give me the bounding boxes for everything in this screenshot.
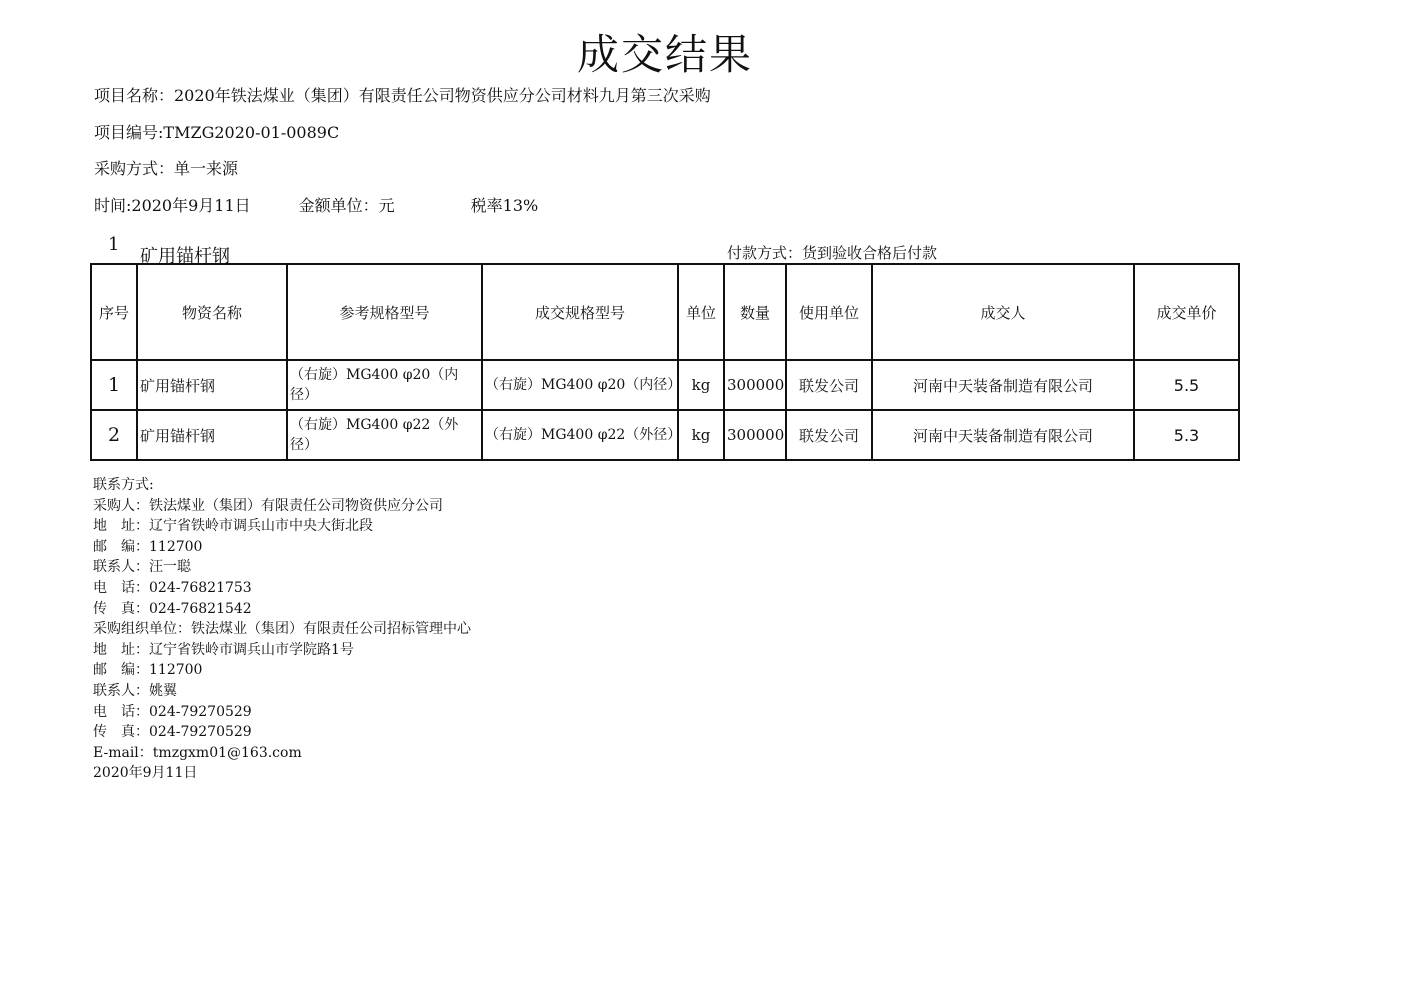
cell-supplier: 河南中天装备制造有限公司 xyxy=(872,360,1134,410)
purchaser-phone: 电 话：024-76821753 xyxy=(93,579,252,596)
cell-index: 1 xyxy=(91,360,137,410)
column-header-index: 序号 xyxy=(91,264,137,360)
cell-quantity: 300000 xyxy=(724,360,786,410)
tax-rate: 税率13% xyxy=(470,196,539,215)
purchaser-address: 地 址：辽宁省铁岭市调兵山市中央大街北段 xyxy=(93,518,373,535)
cell-user: 联发公司 xyxy=(786,360,872,410)
organizer-phone: 电 话：024-79270529 xyxy=(93,703,252,720)
document-date: 2020年9月11日 xyxy=(93,765,198,782)
project-info-line xyxy=(94,196,538,216)
purchaser: 采购人：铁法煤业（集团）有限责任公司物资供应分公司 xyxy=(93,497,443,514)
organizer: 采购组织单位：铁法煤业（集团）有限责任公司招标管理中心 xyxy=(93,621,471,638)
table-row xyxy=(91,410,1239,460)
cell-unit: kg xyxy=(678,410,724,460)
cell-user: 联发公司 xyxy=(786,410,872,460)
column-header-unit: 单位 xyxy=(678,264,724,360)
cell-deal-spec: （右旋）MG400 φ22（外径） xyxy=(482,410,678,460)
table-row xyxy=(91,360,1239,410)
column-header-deal-spec: 成交规格型号 xyxy=(482,264,678,360)
section-number: 1 xyxy=(108,234,120,255)
cell-ref-spec: （右旋）MG400 φ22（外径） xyxy=(287,410,482,460)
contact-info xyxy=(93,475,471,784)
cell-deal-spec: （右旋）MG400 φ20（内径） xyxy=(482,360,678,410)
column-header-price: 成交单价 xyxy=(1134,264,1239,360)
purchaser-postcode: 邮 编：112700 xyxy=(93,538,203,555)
section-name: 矿用锚杆钢 xyxy=(140,246,230,267)
payment-terms: 付款方式：货到验收合格后付款 xyxy=(727,244,938,262)
column-header-supplier: 成交人 xyxy=(872,264,1134,360)
cell-price: 5.5 xyxy=(1134,360,1239,410)
project-date: 时间:2020年9月11日 xyxy=(94,196,251,215)
project-code: 项目编号:TMZG2020-01-0089C xyxy=(94,123,340,142)
purchaser-fax: 传 真：024-76821542 xyxy=(93,600,252,617)
column-header-ref-spec: 参考规格型号 xyxy=(287,264,482,360)
cell-material: 矿用锚杆钢 xyxy=(137,360,287,410)
column-header-user: 使用单位 xyxy=(786,264,872,360)
procurement-method: 采购方式：单一来源 xyxy=(94,159,239,178)
cell-unit: kg xyxy=(678,360,724,410)
organizer-postcode: 邮 编：112700 xyxy=(93,662,203,679)
column-header-material: 物资名称 xyxy=(137,264,287,360)
cell-supplier: 河南中天装备制造有限公司 xyxy=(872,410,1134,460)
organizer-address: 地 址：辽宁省铁岭市调兵山市学院路1号 xyxy=(93,641,354,658)
amount-unit: 金额单位：元 xyxy=(298,196,395,215)
column-header-quantity: 数量 xyxy=(724,264,786,360)
contact-heading: 联系方式: xyxy=(93,477,154,493)
cell-material: 矿用锚杆钢 xyxy=(137,410,287,460)
cell-price: 5.3 xyxy=(1134,410,1239,460)
table-header-row xyxy=(91,264,1239,360)
email: E-mail：tmzgxm01@163.com xyxy=(93,744,302,761)
cell-quantity: 300000 xyxy=(724,410,786,460)
organizer-fax: 传 真：024-79270529 xyxy=(93,724,252,741)
cell-ref-spec: （右旋）MG400 φ20（内径） xyxy=(287,360,482,410)
page-title: 成交结果 xyxy=(576,30,753,79)
organizer-contact: 联系人：姚翼 xyxy=(93,682,177,699)
purchaser-contact: 联系人：汪一聪 xyxy=(93,559,191,576)
cell-index: 2 xyxy=(91,410,137,460)
results-table xyxy=(90,263,1240,461)
project-name: 项目名称：2020年铁法煤业（集团）有限责任公司物资供应分公司材料九月第三次采购 xyxy=(94,86,711,105)
